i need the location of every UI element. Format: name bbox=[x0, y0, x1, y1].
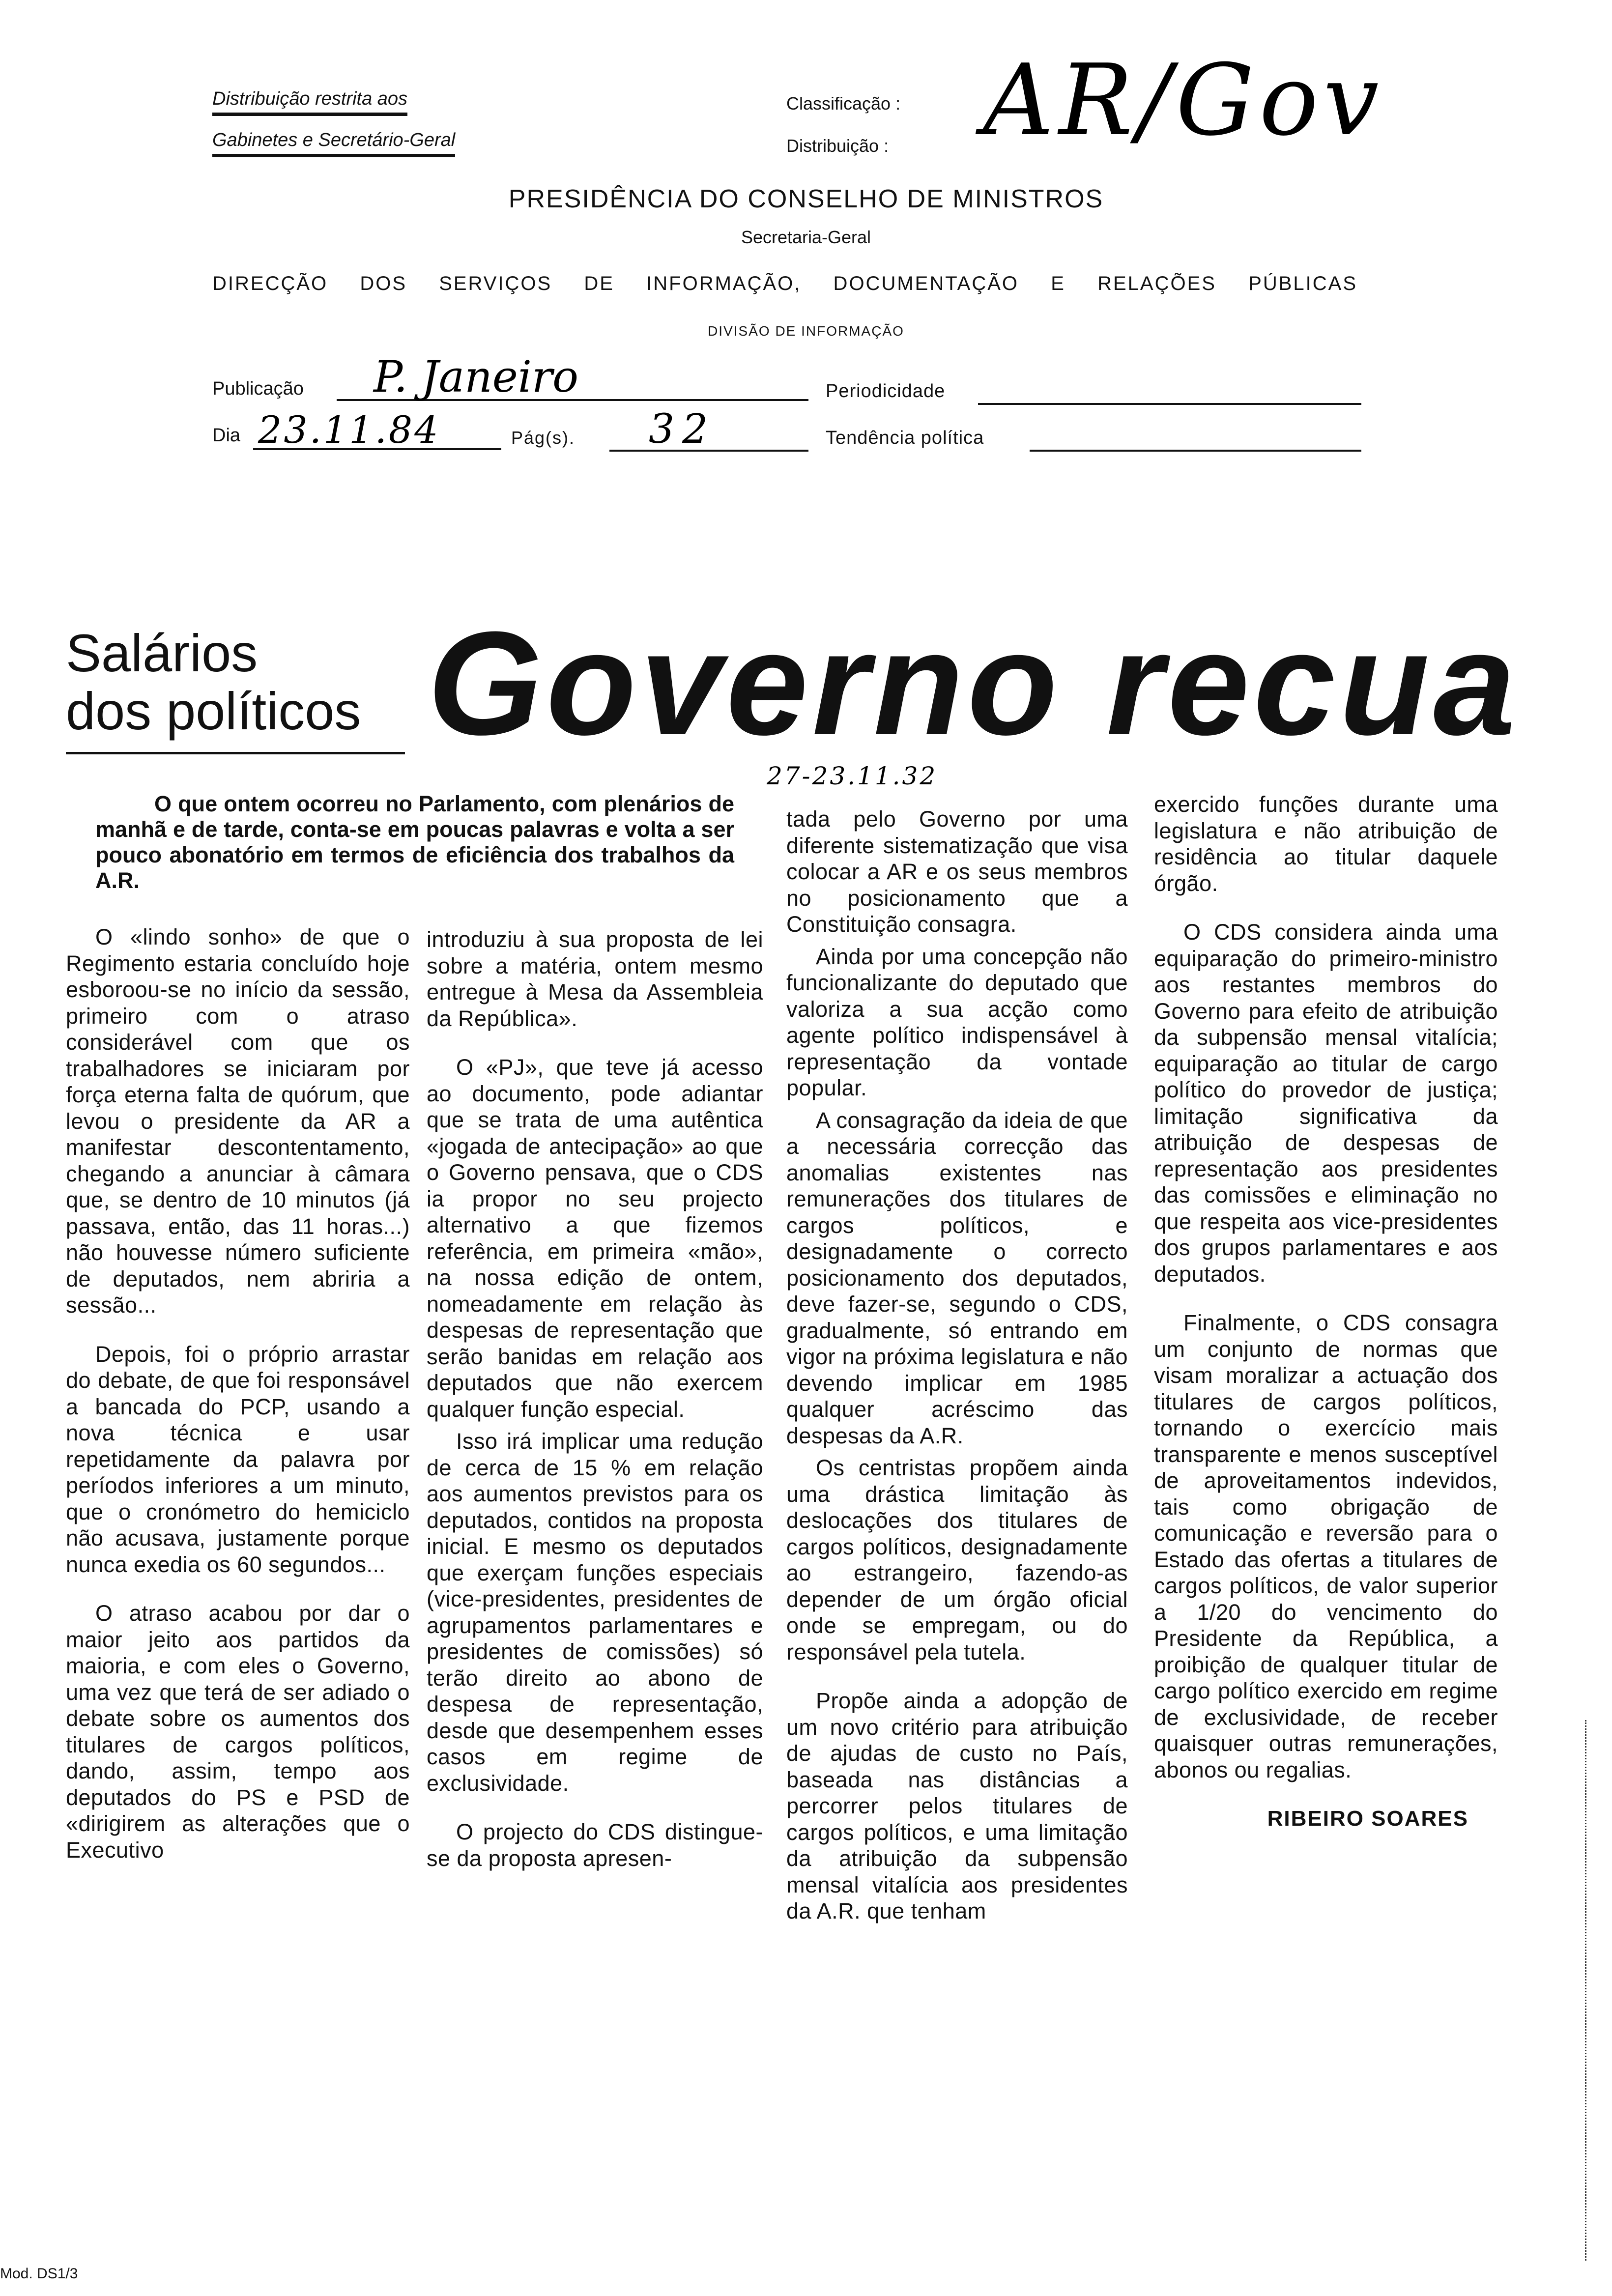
paragraph: Os centristas propõem ainda uma drástica limitação às deslocações dos titulares de cargos políticos, designadamente ao estrangeiro, fazendo-as depender de um órgão oficial onde se empregam, ou do responsável pela tutela. bbox=[786, 1455, 1128, 1665]
pages-label: Pág(s). bbox=[511, 428, 576, 448]
paragraph: O atraso acabou por dar o maior jeito aos partidos da maioria, e com eles o Governo, uma vez que terá de ser adiado o debate sobre os aumentos dos titulares de cargos políticos, dando, assim, tempo aos deputados do PS e PSD de «dirigirem as alterações que o Executivo bbox=[66, 1601, 410, 1863]
office-title: PRESIDÊNCIA DO CONSELHO DE MINISTROS bbox=[508, 185, 1104, 213]
division: DIVISÃO DE INFORMAÇÃO bbox=[708, 323, 904, 339]
column-1 bbox=[66, 924, 410, 1886]
paragraph: tada pelo Governo por uma diferente sistematização que visa colocar a AR e os seus membros no posicionamento que a Constituição consagra. bbox=[786, 806, 1128, 937]
scan-edge-mark bbox=[1585, 1720, 1586, 2261]
distribution-label: Distribuição : bbox=[786, 136, 889, 156]
publication-label: Publicação bbox=[212, 378, 304, 399]
column-2 bbox=[427, 926, 763, 1894]
distribution-note-line2: Gabinetes e Secretário-Geral bbox=[212, 130, 455, 157]
distribution-note-line1: Distribuição restrita aos bbox=[212, 88, 407, 116]
paragraph: Isso irá implicar uma redução de cerca de 15 % em relação aos aumentos previstos para os deputados, contidos na proposta inicial. E mesmo os deputados que exerçam funções especiais (vice-presidentes, presidentes de agrupamentos parlamentares e presidentes de comissões) só terão direito ao abono de despesa de representação, desde que desempenhem esses casos em regime de exclusividade. bbox=[427, 1429, 763, 1796]
article-kicker bbox=[66, 624, 361, 740]
distribution-note bbox=[212, 88, 455, 157]
paragraph: O «PJ», que teve já acesso ao documento, pode adiantar que se trata de uma autêntica «jogada de antecipação» ao que o Governo pensava, que o CDS ia propor no seu projecto alternativo a que fizemos referência, em primeira «mão», na nossa edição de ontem, nomeadamente em relação às despesas de representação que serão banidas em relação aos deputados que não exercem qualquer função especial. bbox=[427, 1055, 763, 1422]
kicker-line1: Salários bbox=[66, 623, 258, 683]
secretariat: Secretaria-Geral bbox=[741, 227, 871, 247]
tendency-label: Tendência política bbox=[826, 428, 984, 448]
publication-handwritten: P. Janeiro bbox=[374, 351, 579, 402]
pages-handwritten: 32 bbox=[649, 406, 716, 453]
paragraph: Depois, foi o próprio arrastar do debate, de que foi responsável a bancada do PCP, usando a nova técnica e usar repetidamente da palavra por períodos inferiores a um minuto, que o cronómetro do hemiciclo não acusava, justamente porque nunca exedia os 60 segundos... bbox=[66, 1341, 410, 1577]
headline: Governo recua bbox=[428, 601, 1520, 766]
tendency-field bbox=[1030, 450, 1361, 452]
kicker-line2: dos políticos bbox=[66, 681, 361, 741]
form-code: Mod. DS1/3 bbox=[0, 2266, 78, 2282]
directorate: DIRECÇÃO DOS SERVIÇOS DE INFORMAÇÃO, DOCUMENTAÇÃO E RELAÇÕES PÚBLICAS bbox=[212, 273, 1357, 294]
periodicity-field bbox=[978, 403, 1361, 405]
classification-handwritten: AR/Gov bbox=[983, 43, 1384, 158]
column-3 bbox=[786, 806, 1128, 1947]
column-4 bbox=[1154, 791, 1498, 1832]
paragraph: O projecto do CDS distingue-se da proposta apresen- bbox=[427, 1819, 763, 1871]
periodicity-label: Periodicidade bbox=[826, 381, 946, 402]
day-handwritten: 23.11.84 bbox=[258, 408, 440, 452]
kicker-rule bbox=[66, 752, 405, 754]
handwritten-date-note: 27-23.11.32 bbox=[767, 762, 938, 790]
day-label: Dia bbox=[212, 425, 241, 446]
paragraph: O «lindo sonho» de que o Regimento estaria concluído hoje esboroou-se no início da sessão, primeiro com o atraso considerável com que os trabalhadores se iniciaram por força eterna falta de quórum, que levou o presidente da AR a manifestar descontentamento, chegando a anunciar à câmara que, se dentro de 10 minutos (já passava, então, das 11 horas...) não houvesse número suficiente de deputados, nem abriria a sessão... bbox=[66, 924, 410, 1318]
byline: RIBEIRO SOARES bbox=[1267, 1807, 1468, 1831]
article-lead: O que ontem ocorreu no Parlamento, com plenários de manhã e de tarde, conta-se em poucas palavras e volta a ser pouco abonatório em termos de eficiência dos trabalhos da A.R. bbox=[95, 791, 734, 893]
paragraph: exercido funções durante uma legislatura e não atribuição de residência ao titular daquele órgão. bbox=[1154, 792, 1498, 896]
paragraph: introduziu à sua proposta de lei sobre a matéria, ontem mesmo entregue à Mesa da Assembleia da República». bbox=[427, 927, 763, 1031]
paragraph: Finalmente, o CDS consagra um conjunto de normas que visam moralizar a actuação dos titulares de cargos políticos, tornando o exercício mais transparente e menos susceptível de aproveitamentos indevidos, tais como obrigação de comunicação e reversão para o Estado das ofertas a titulares de cargos políticos, de valor superior a 1/20 do vencimento do Presidente da República, a proibição de qualquer titular de cargo político exercido em regime de exclusividade, de receber quaisquer outras remunerações, abonos ou regalias. bbox=[1154, 1310, 1498, 1782]
paragraph: O CDS considera ainda uma equiparação do primeiro-ministro aos restantes membros do Governo para efeito de atribuição da subpensão mensal vitalícia; equiparação ao titular de cargo político do provedor de justiça; limitação significativa da atribuição de despesas de representação aos presidentes das comissões e eliminação no que respeita aos vice-presidentes dos grupos parlamentares e aos deputados. bbox=[1154, 919, 1498, 1287]
classification-label: Classificação : bbox=[786, 93, 901, 114]
paragraph: Propõe ainda a adopção de um novo critério para atribuição de ajudas de custo no País, baseada nas distâncias a percorrer pelos titulares de cargos políticos, e uma limitação da atribuição da subpensão mensal vitalícia aos presidentes da A.R. que tenham bbox=[786, 1688, 1128, 1923]
paragraph: Ainda por uma concepção não funcionalizante do deputado que valoriza a sua acção como agente político indispensável à representação da vontade popular. bbox=[786, 944, 1128, 1100]
paragraph: A consagração da ideia de que a necessária correcção das anomalias existentes nas remunerações dos titulares de cargos políticos, e designadamente o correcto posicionamento dos deputados, deve fazer-se, segundo o CDS, gradualmente, só entrando em vigor na próxima legislatura e não devendo implicar em 1985 qualquer acréscimo das despesas da A.R. bbox=[786, 1107, 1128, 1448]
